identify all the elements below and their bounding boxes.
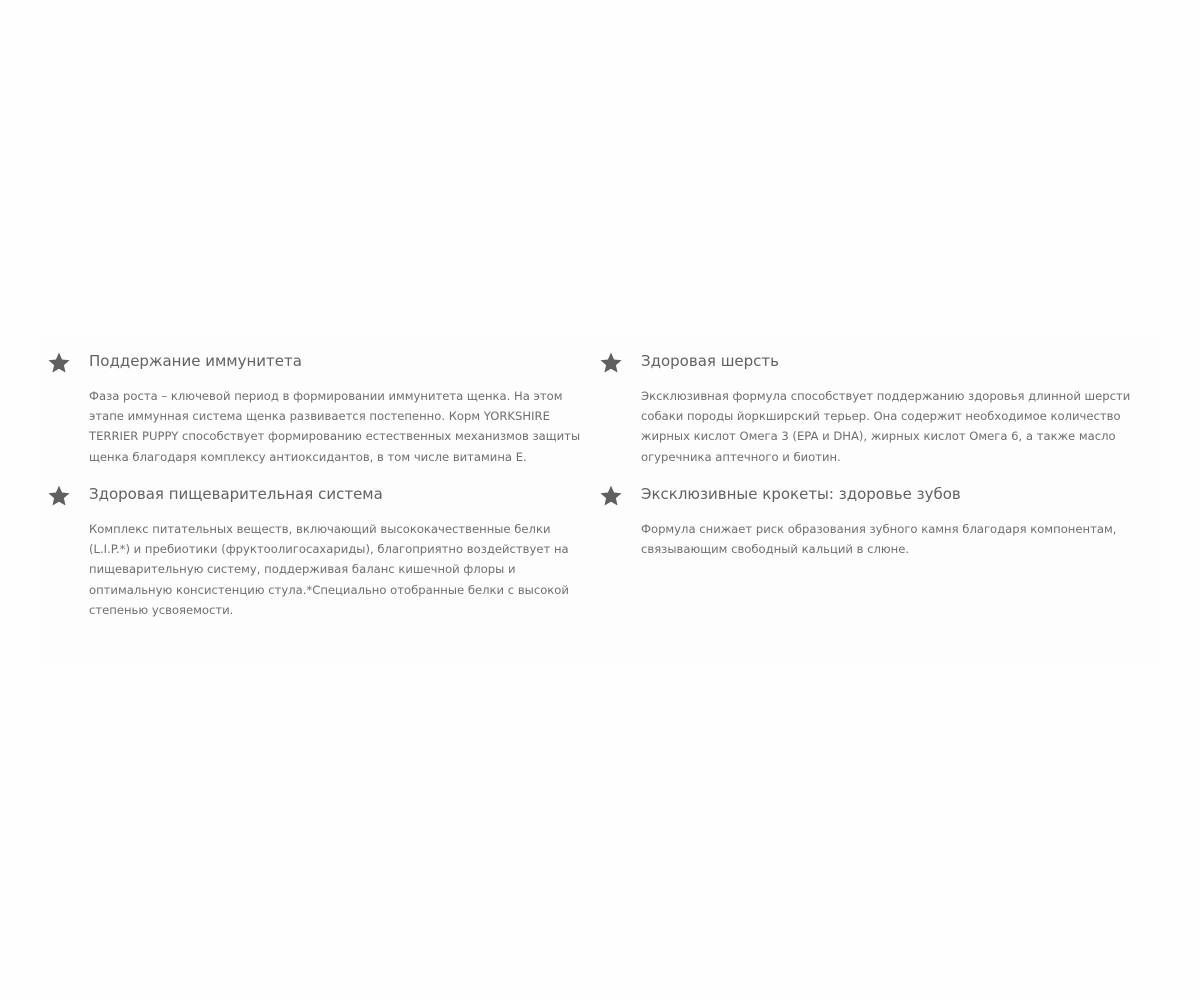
feature-description: Эксклюзивная формула способствует поддержанию здоровья длинной шерсти собаки породы йоркширский терьер. Она содержит необходимое количество жирных кислот Омега 3 (EPA и DHA), жирных кислот Омега 6, а также масло огуречника аптечного и биотин.	[641, 389, 1131, 464]
feature-title: Здоровая шерсть	[641, 352, 779, 370]
feature-description: Формула снижает риск образования зубного камня благодаря компонентам, связывающим свободный кальций в слюне.	[641, 522, 1117, 557]
star-icon	[47, 484, 71, 508]
feature-title: Эксклюзивные крокеты: здоровье зубов	[641, 485, 961, 503]
feature-description: Комплекс питательных веществ, включающий высококачественные белки (L.I.P.*) и пребиотики (фруктоолигосахариды), благоприятно воздействует на пищеварительную систему, поддерживая баланс кишечной флоры и оптимальную консистенцию стула.*Специально отобранные белки с высокой степенью усвояемости.	[89, 522, 569, 617]
feature-title: Здоровая пищеварительная система	[89, 485, 383, 503]
star-icon	[47, 351, 71, 375]
feature-title: Поддержание иммунитета	[89, 352, 302, 370]
star-icon	[599, 351, 623, 375]
star-icon	[599, 484, 623, 508]
feature-description: Фаза роста – ключевой период в формировании иммунитета щенка. На этом этапе иммунная система щенка развивается постепенно. Корм YORKSHIRE TERRIER PUPPY способствует формированию естественных механизмов защиты щенка благодаря комплексу антиоксидантов, в том числе витамина Е.	[89, 389, 581, 464]
